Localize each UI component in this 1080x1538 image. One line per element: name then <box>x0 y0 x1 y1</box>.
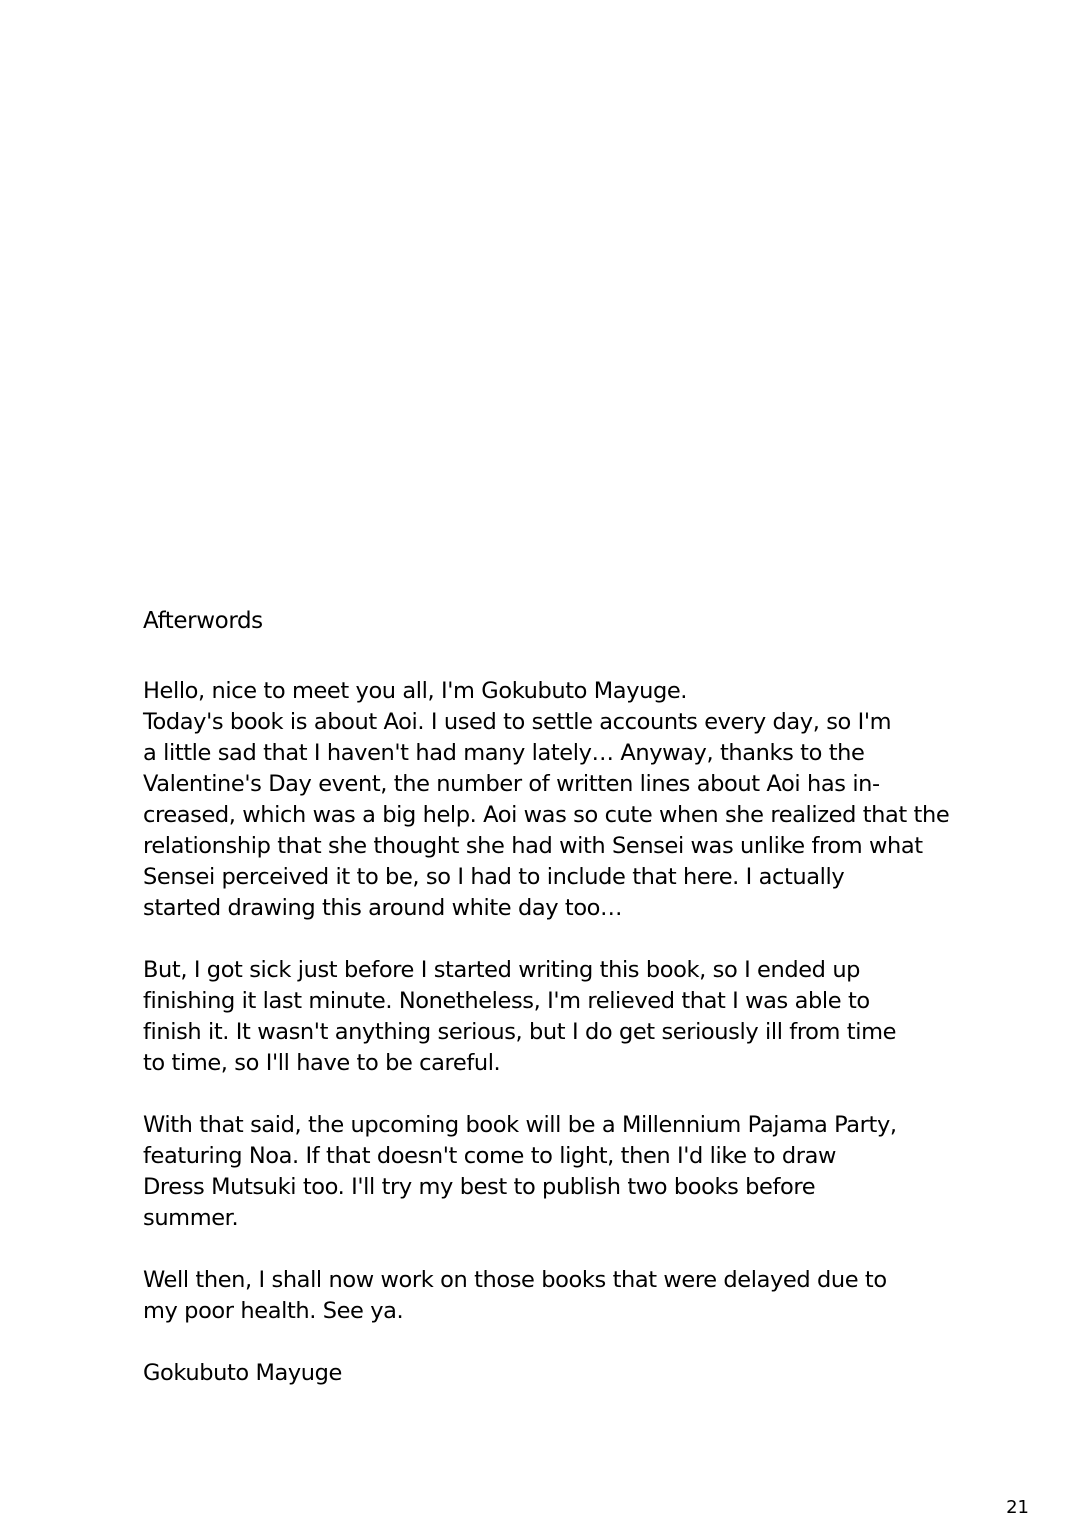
paragraph-3 <box>143 1110 933 1234</box>
paragraph-line: finish it. It wasn't anything serious, but I do get seriously ill from time <box>143 1019 897 1045</box>
author-signature: Gokubuto Mayuge <box>143 1360 342 1386</box>
paragraph-1 <box>143 676 950 924</box>
paragraph-line: But, I got sick just before I started writing this book, so I ended up <box>143 957 861 983</box>
page-title: Afterwords <box>143 608 263 634</box>
paragraph-gap <box>143 1079 933 1110</box>
paragraph-line: relationship that she thought she had with Sensei was unlike from what <box>143 833 923 859</box>
paragraph-line: Dress Mutsuki too. I'll try my best to publish two books before <box>143 1174 816 1200</box>
paragraph-line: Well then, I shall now work on those books that were delayed due to <box>143 1267 887 1293</box>
paragraph-line: With that said, the upcoming book will be a Millennium Pajama Party, <box>143 1112 897 1138</box>
paragraph-line: summer. <box>143 1205 239 1231</box>
paragraph-gap <box>143 1327 933 1358</box>
paragraph-line: Today's book is about Aoi. I used to settle accounts every day, so I'm <box>143 709 892 735</box>
paragraph-gap <box>143 924 933 955</box>
paragraph-line: Sensei perceived it to be, so I had to include that here. I actually <box>143 864 845 890</box>
paragraph-gap <box>143 642 933 676</box>
paragraph-line: to time, so I'll have to be careful. <box>143 1050 501 1076</box>
paragraph-line: a little sad that I haven't had many lately… Anyway, thanks to the <box>143 740 865 766</box>
paragraph-line: creased, which was a big help. Aoi was so cute when she realized that the <box>143 802 950 828</box>
page-number: 21 <box>1006 1497 1029 1518</box>
paragraph-line: started drawing this around white day too… <box>143 895 623 921</box>
paragraph-line: my poor health. See ya. <box>143 1298 404 1324</box>
paragraph-2 <box>143 955 933 1079</box>
paragraph-4 <box>143 1265 933 1327</box>
paragraph-line: featuring Noa. If that doesn't come to light, then I'd like to draw <box>143 1143 837 1169</box>
paragraph-line: Valentine's Day event, the number of written lines about Aoi has in- <box>143 771 880 797</box>
paragraph-line: Hello, nice to meet you all, I'm Gokubuto Mayuge. <box>143 678 688 704</box>
paragraph-line: finishing it last minute. Nonetheless, I'm relieved that I was able to <box>143 988 870 1014</box>
afterwords-text <box>143 600 950 1389</box>
paragraph-gap <box>143 1234 933 1265</box>
